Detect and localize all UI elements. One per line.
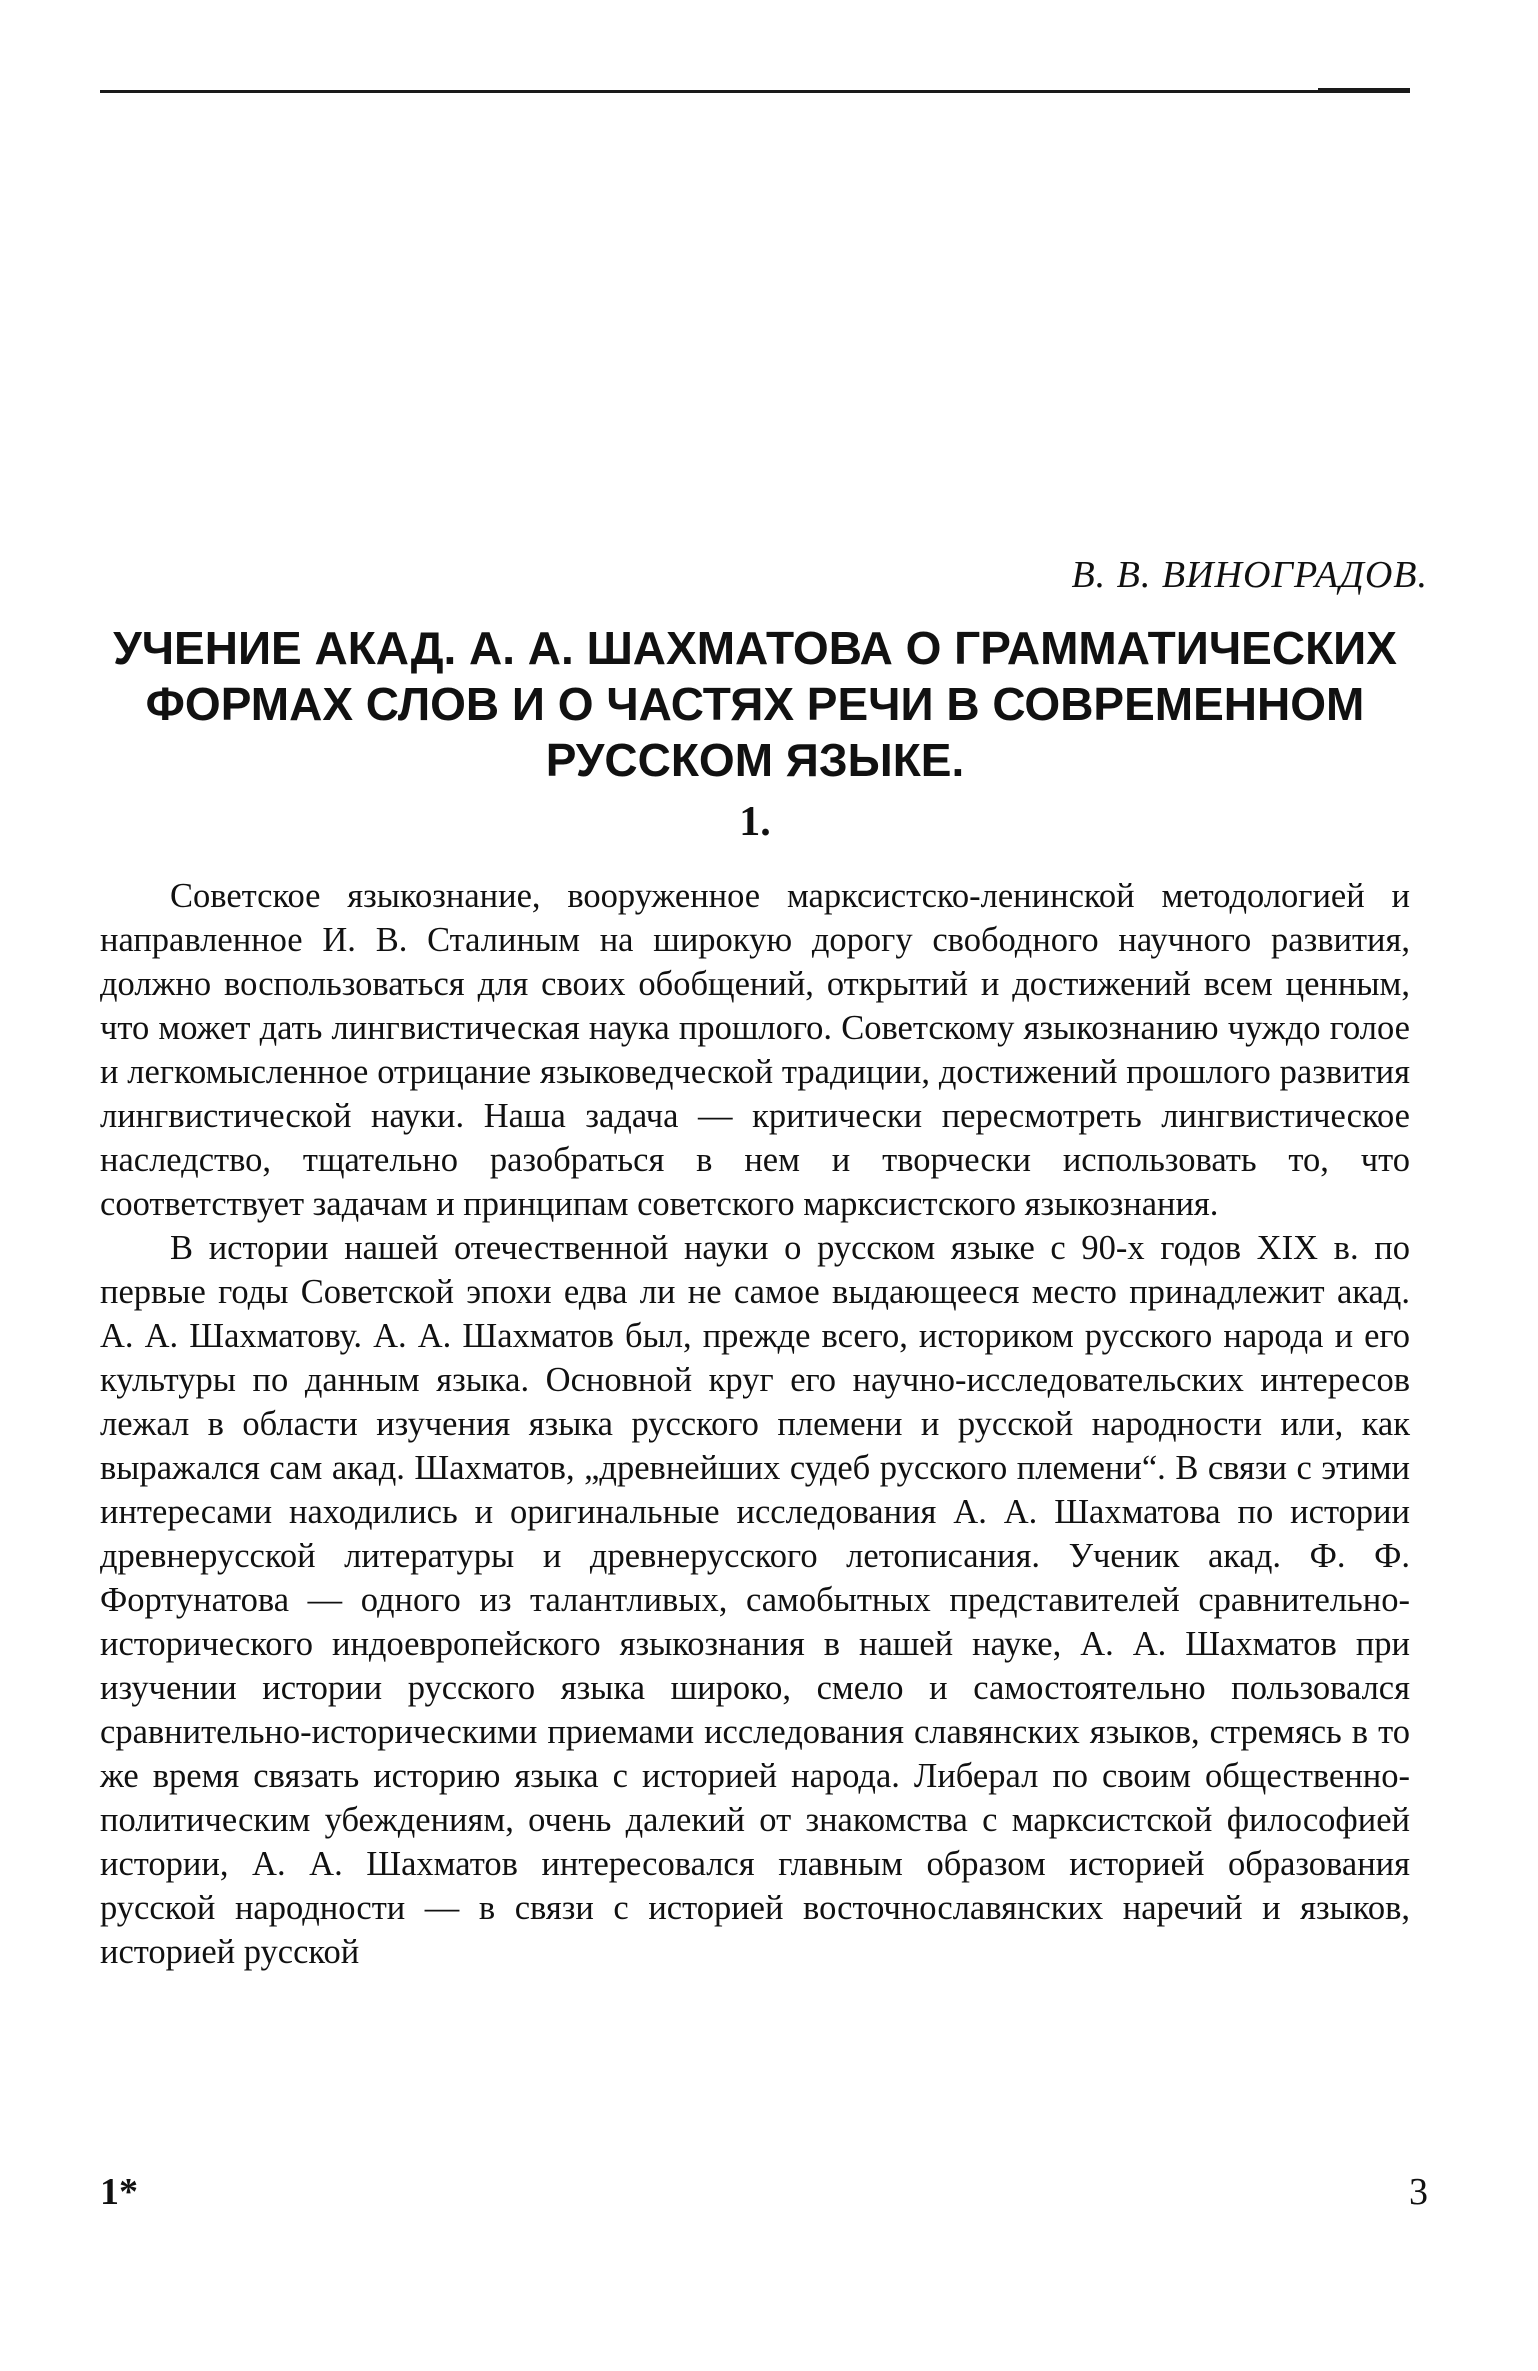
page-number: 3 <box>1409 2171 1428 2213</box>
top-rule <box>100 90 1410 93</box>
signature-mark: 1* <box>100 2171 138 2213</box>
section-number: 1. <box>739 799 771 845</box>
article-body <box>100 874 1410 1974</box>
paragraph: Советское языкознание, вооруженное марксистско-ленинской методологией и направленное И. В. Сталиным на широкую дорогу свободного научного развития, должно воспользоваться для своих обобщений, открытий и достижений всем ценным, что может дать лингвистическая наука прошлого. Советскому языкознанию чуждо голое и легкомысленное отрицание языковедческой традиции, достижений прошлого развития лингвистической науки. Наша задача — критически пересмотреть лингвистическое наследство, тщательно разобраться в нем и творчески использовать то, что соответствует задачам и принципам советского марксистского языкознания. <box>100 877 1410 1223</box>
paragraph: В истории нашей отечественной науки о русском языке с 90-х годов XIX в. по первые годы Советской эпохи едва ли не самое выдающееся место принадлежит акад. А. А. Шахматову. А. А. Шахматов был, прежде всего, историком русского народа и его культуры по данным языка. Основной круг его научно-исследовательских интересов лежал в области изучения языка русского племени и русской народности или, как выражался сам акад. Шахматов, „древнейших судеб русского племени“. В связи с этими интересами находились и оригинальные исследования А. А. Шахматова по истории древнерусской литературы и древнерусского летописания. Ученик акад. Ф. Ф. Фортунатова — одного из талантливых, самобытных представителей сравнительно-исторического индоевропейского языкознания в нашей науке, А. А. Шахматов при изучении истории русского языка широко, смело и самостоятельно пользовался сравнительно-историческими приемами исследования славянских языков, стремясь в то же время связать историю языка с историей народа. Либерал по своим общественно-политическим убеждениям, очень далекий от знакомства с марксистской философией истории, А. А. Шахматов интересовался главным образом историей образования русской народности — в связи с историей восточнославянских наречий и языков, историей русской <box>100 1229 1410 1971</box>
article-title: УЧЕНИЕ АКАД. А. А. ШАХМАТОВА О ГРАММАТИЧЕСКИХ ФОРМАХ СЛОВ И О ЧАСТЯХ РЕЧИ В СОВРЕМЕННОМ РУССКОМ ЯЗЫКЕ. <box>113 622 1397 786</box>
author-name: В. В. ВИНОГРАДОВ. <box>1071 554 1428 596</box>
top-rule-accent <box>1318 88 1410 92</box>
